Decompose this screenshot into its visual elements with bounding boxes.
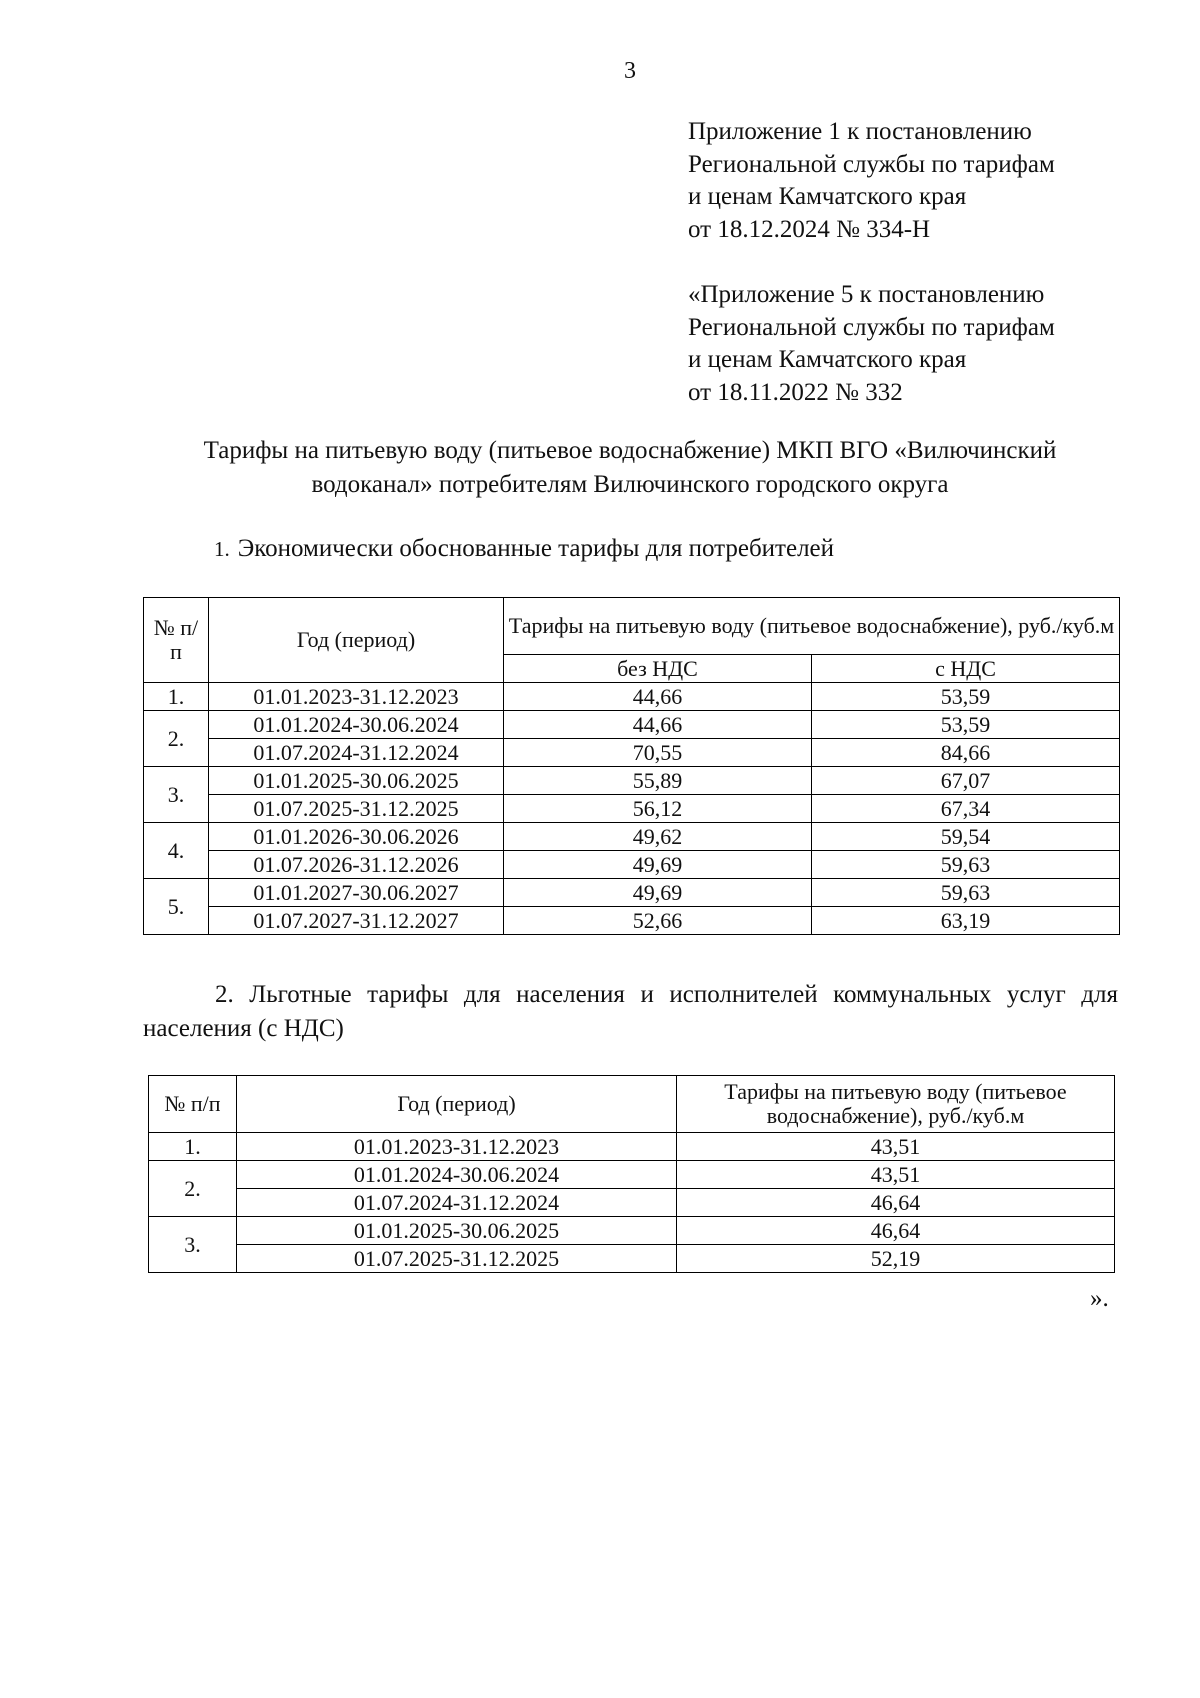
tariff-vat-cell: 63,19 [812, 907, 1120, 935]
economic-tariffs-table [143, 597, 1120, 935]
section-1-title: Экономически обоснованные тарифы для потребителей [237, 535, 835, 562]
table-row [144, 851, 1120, 879]
header-num: № п/п [144, 598, 209, 683]
tariff-vat-cell: 53,59 [812, 683, 1120, 711]
header-no-vat: без НДС [504, 655, 812, 683]
header-period: Год (период) [209, 598, 504, 683]
tariff-vat-cell: 67,07 [812, 767, 1120, 795]
header-tariff: Тарифы на питьевую воду (питьевое водоснабжение), руб./куб.м [504, 598, 1120, 655]
tariff-no-vat-cell: 44,66 [504, 683, 812, 711]
tariff-vat-cell: 59,54 [812, 823, 1120, 851]
tariff-cell: 43,51 [677, 1133, 1115, 1161]
appendix-header [688, 116, 1055, 409]
tariff-no-vat-cell: 49,69 [504, 851, 812, 879]
table-row [144, 907, 1120, 935]
row-number: 5. [144, 879, 209, 935]
closing-quote: ». [1090, 1285, 1109, 1312]
tariff-no-vat-cell: 56,12 [504, 795, 812, 823]
tariff-no-vat-cell: 49,62 [504, 823, 812, 851]
tariff-no-vat-cell: 55,89 [504, 767, 812, 795]
period-cell: 01.07.2024-31.12.2024 [237, 1189, 677, 1217]
tariff-vat-cell: 59,63 [812, 851, 1120, 879]
row-number: 3. [144, 767, 209, 823]
period-cell: 01.01.2023-31.12.2023 [237, 1133, 677, 1161]
tariff-cell: 46,64 [677, 1217, 1115, 1245]
document-title [140, 434, 1120, 502]
period-cell: 01.01.2024-30.06.2024 [209, 711, 504, 739]
table-row [149, 1161, 1115, 1189]
table-row [144, 711, 1120, 739]
section-1-number: 1. [214, 537, 230, 561]
header-num: № п/п [149, 1076, 237, 1133]
appendix-line: Региональной службы по тарифам [688, 150, 1055, 178]
period-cell: 01.07.2024-31.12.2024 [209, 739, 504, 767]
row-number: 2. [144, 711, 209, 767]
header-tariff: Тарифы на питьевую воду (питьевое водоснабжение), руб./куб.м [677, 1076, 1115, 1133]
tariff-vat-cell: 67,34 [812, 795, 1120, 823]
period-cell: 01.07.2025-31.12.2025 [209, 795, 504, 823]
tariff-cell: 43,51 [677, 1161, 1115, 1189]
section-2-heading: 2. Льготные тарифы для населения и исполнителей коммунальных услуг для населения (с НДС) [143, 981, 1118, 1042]
row-number: 3. [149, 1217, 237, 1273]
table-row [144, 795, 1120, 823]
tariff-cell: 52,19 [677, 1245, 1115, 1273]
row-number: 1. [144, 683, 209, 711]
table-row [144, 683, 1120, 711]
period-cell: 01.01.2027-30.06.2027 [209, 879, 504, 907]
header-period: Год (период) [237, 1076, 677, 1133]
appendix-line: Региональной службы по тарифам [688, 313, 1055, 341]
period-cell: 01.01.2025-30.06.2025 [237, 1217, 677, 1245]
appendix-line: и ценам Камчатского края [688, 346, 967, 373]
tariff-cell: 46,64 [677, 1189, 1115, 1217]
tariff-no-vat-cell: 49,69 [504, 879, 812, 907]
appendix-line: от 18.12.2024 № 334-Н [688, 215, 931, 243]
table-row [149, 1245, 1115, 1273]
preferential-tariffs-table [148, 1075, 1115, 1273]
title-line-1: Тарифы на питьевую воду (питьевое водоснабжение) МКП ВГО «Вилючинский [203, 437, 1057, 464]
tariff-vat-cell: 84,66 [812, 739, 1120, 767]
period-cell: 01.01.2025-30.06.2025 [209, 767, 504, 795]
table-row [149, 1133, 1115, 1161]
table-row [144, 767, 1120, 795]
appendix-line: «Приложение 5 к постановлению [688, 281, 1045, 308]
title-line-2: водоканал» потребителям Вилючинского городского округа [311, 471, 949, 498]
appendix-line: и ценам Камчатского края [688, 183, 967, 210]
period-cell: 01.07.2027-31.12.2027 [209, 907, 504, 935]
tariff-no-vat-cell: 44,66 [504, 711, 812, 739]
section-1-heading [214, 535, 834, 563]
row-number: 4. [144, 823, 209, 879]
table-row [144, 823, 1120, 851]
header-vat: с НДС [812, 655, 1120, 683]
period-cell: 01.07.2026-31.12.2026 [209, 851, 504, 879]
appendix-line: Приложение 1 к постановлению [688, 118, 1032, 145]
tariff-vat-cell: 59,63 [812, 879, 1120, 907]
period-cell: 01.07.2025-31.12.2025 [237, 1245, 677, 1273]
appendix-line: от 18.11.2022 № 332 [688, 378, 903, 406]
tariff-no-vat-cell: 70,55 [504, 739, 812, 767]
row-number: 1. [149, 1133, 237, 1161]
table-row [149, 1217, 1115, 1245]
table-row [144, 739, 1120, 767]
page-number: 3 [624, 58, 636, 84]
period-cell: 01.01.2023-31.12.2023 [209, 683, 504, 711]
table-row [149, 1189, 1115, 1217]
period-cell: 01.01.2026-30.06.2026 [209, 823, 504, 851]
row-number: 2. [149, 1161, 237, 1217]
tariff-no-vat-cell: 52,66 [504, 907, 812, 935]
tariff-vat-cell: 53,59 [812, 711, 1120, 739]
period-cell: 01.01.2024-30.06.2024 [237, 1161, 677, 1189]
table-row [144, 879, 1120, 907]
